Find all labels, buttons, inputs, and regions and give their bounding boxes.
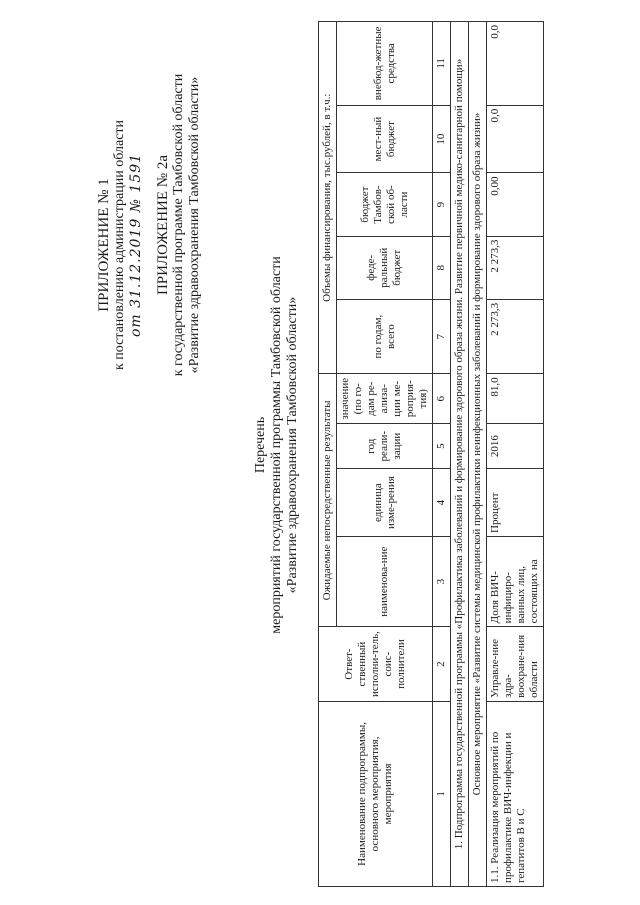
title-line3: «Развитие здравоохранения Тамбовской области» [285,296,300,594]
appendix-1-header [96,85,144,405]
appendix-2-header [155,65,203,385]
responsible: Управле-ние здра-воохране-ния области [487,627,544,702]
col-financing-header: Объемы финансирования, тыс.рублей, в т.ч.: [319,22,337,374]
main-measure-row [469,22,487,887]
appendix-1-title: ПРИЛОЖЕНИЕ № 1 [96,178,112,312]
col-result-name: наименова-ние [337,536,433,626]
col-fin-total: по годам, всего [337,299,433,374]
document-title [253,165,301,725]
column-number: 4 [433,469,451,537]
table-row [487,22,544,887]
fin-total: 2 273,3 [487,299,544,374]
result-value: 81,0 [487,374,544,424]
col-fin-extrabudget: внебюд-жетные средства [337,22,433,106]
fin-federal: 2 273,3 [487,236,544,299]
fin-extrabudget: 0,0 [487,22,544,106]
col-result-unit: единица изме-рения [337,469,433,537]
col-results-header: Ожидаемые непосредственные результаты [319,374,337,627]
measures-table [318,21,544,887]
column-number: 3 [433,536,451,626]
header-row-1 [319,22,337,887]
fin-regional: 0,00 [487,173,544,236]
column-number: 8 [433,236,451,299]
column-number: 10 [433,105,451,173]
appendix-2-line2: «Развитие здравоохранения Тамбовской области» [187,76,202,374]
main-measure-title: Основное мероприятие «Развитие системы медицинской профилактики неинфекционных заболеваний и формирование здорового образа жизни» [469,22,487,887]
col-result-year: год реали-зации [337,424,433,469]
appendix-1-line: к постановлению администрации области [112,119,127,371]
column-number: 2 [433,627,451,702]
measure-name: 1.1. Реализация мероприятий по профилактике ВИЧ-инфекции и гепатитов В и С [487,701,544,886]
col-fin-local: мест-ный бюджет [337,105,433,173]
column-number: 9 [433,173,451,236]
result-year: 2016 [487,424,544,469]
subprogram-title: 1. Подпрограмма государственной программы «Профилактика заболеваний и формирование здорового образа жизни. Развитие первичной медико-санитарной помощи» [451,22,469,887]
subprogram-row [451,22,469,887]
col-fin-regional: бюджет Тамбов-ской об-ласти [337,173,433,236]
title-line1: Перечень [253,416,268,474]
column-number: 5 [433,424,451,469]
col-name-header: Наименование подпрограммы, основного мероприятия, мероприятия [319,701,433,886]
col-responsible-header: Ответ-ственный исполни-тель, соис-полнители [319,627,433,702]
handwritten-signature: от 31.12.2019 № 1591 [128,152,144,338]
column-number: 7 [433,299,451,374]
column-number: 1 [433,701,451,886]
column-number: 11 [433,22,451,106]
column-number-row [433,22,451,887]
title-line2: мероприятий государственной программы Тамбовской области [269,256,284,634]
fin-local: 0,0 [487,105,544,173]
column-number: 6 [433,374,451,424]
col-result-value: значение (по го-дам ре-ализа-ции ме-роприя-тия) [337,374,433,424]
result-unit: Процент [487,469,544,537]
result-name: Доля ВИЧ-инфициро-ванных лиц, состоящих на [487,536,544,626]
col-fin-federal: феде-ральный бюджет [337,236,433,299]
appendix-2-line1: к государственной программе Тамбовской области [171,73,186,377]
appendix-2-title: ПРИЛОЖЕНИЕ № 2а [155,154,171,296]
